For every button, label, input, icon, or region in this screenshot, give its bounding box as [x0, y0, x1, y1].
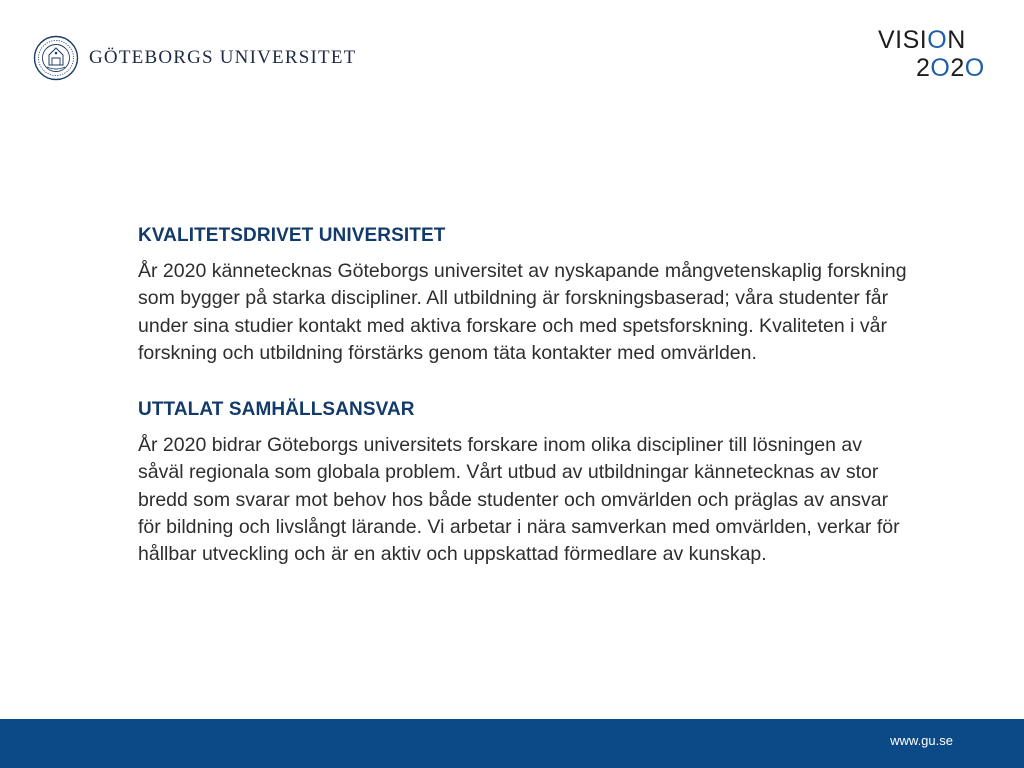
- svg-text:VISION: [878, 26, 966, 54]
- section-body-responsibility: År 2020 bidrar Göteborgs universitets forskare inom olika discipliner till lösningen av såväl regionala som globala problem. Vårt utbud av utbildningar kännetecknas av stor bredd som svarar mot behov hos både studenter och omvärlden och präglas av ansvar för bildning och livslångt lärande. Vi arbetar i nära samverkan med omvärlden, verkar för hållbar utveckling och är en aktiv och uppskattad förmedlare av kunskap.: [138, 434, 900, 566]
- year-accent-o: O: [930, 54, 951, 78]
- website-link[interactable]: www.gu.se: [890, 733, 953, 748]
- vision-text-part: VISI: [878, 26, 928, 54]
- year-digit: 2: [916, 54, 931, 78]
- university-name: GÖTEBORGS UNIVERSITET: [89, 47, 357, 68]
- vision-2020-logo: [878, 26, 1002, 78]
- svg-text:2O2O: [916, 54, 985, 78]
- year-digit: 2: [950, 54, 965, 78]
- university-seal-icon: [33, 35, 79, 81]
- section-heading-quality: KVALITETSDRIVET UNIVERSITET: [138, 225, 446, 246]
- year-accent-o: O: [964, 54, 985, 78]
- main-content: [138, 222, 908, 598]
- section-body-quality: År 2020 kännetecknas Göteborgs universitet av nyskapande mångvetenskaplig forskning som bygger på starka discipliner. All utbildning är forskningsbaserad; våra studenter får under sina studier kontakt med aktiva forskare och med spetsforskning. Kvaliteten i vår forskning och utbildning förstärks genom täta kontakter med omvärlden.: [138, 260, 907, 364]
- section-heading-responsibility: UTTALAT SAMHÄLLSANSVAR: [138, 399, 415, 421]
- vision-accent-o: O: [927, 26, 948, 54]
- university-logo[interactable]: [33, 34, 356, 82]
- footer-bar: [0, 719, 1024, 768]
- vision-text-part: N: [947, 26, 966, 54]
